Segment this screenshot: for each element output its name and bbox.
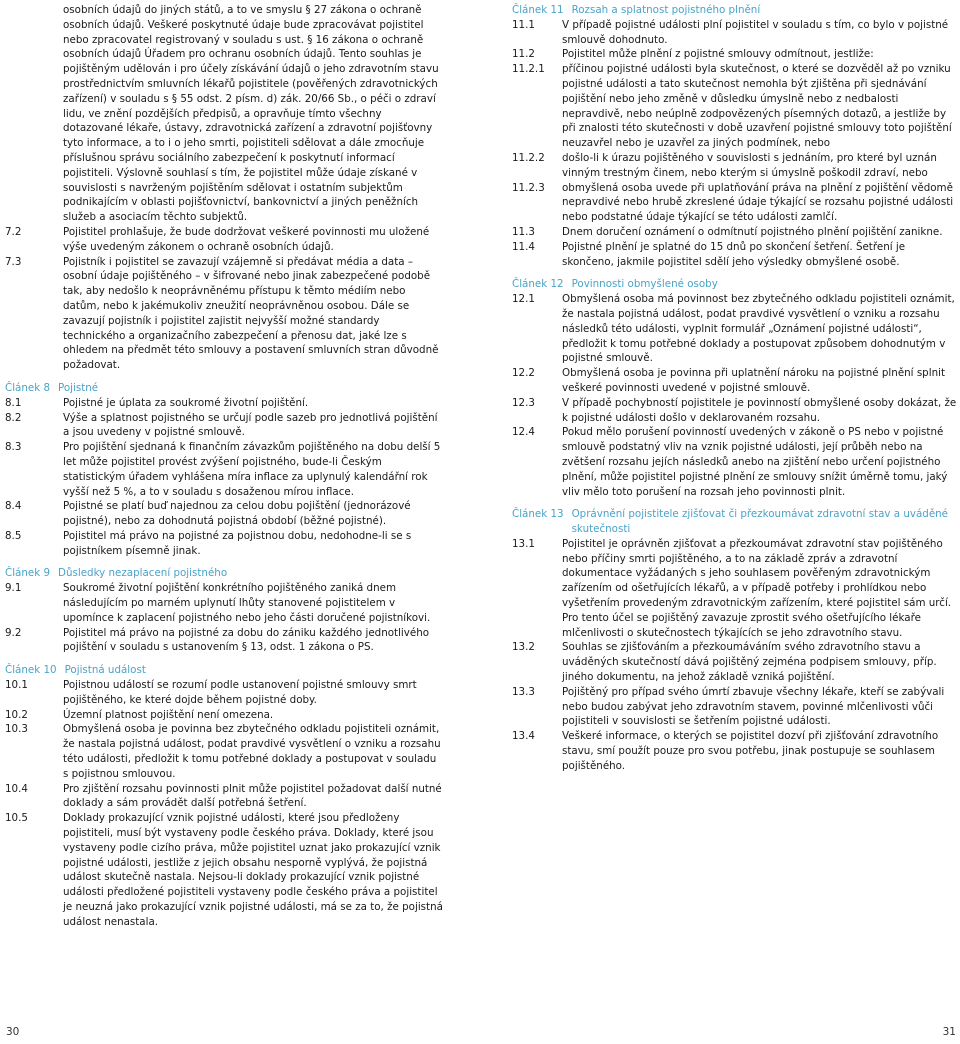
clause-text: Pojistné se platí buď najednou za celou dobu pojištění (jednorázové pojistné), nebo za dohodnutá pojistná období (běžné pojistné).	[63, 500, 411, 528]
clause-text: Výše a splatnost pojistného se určují podle sazeb pro jednotlivá pojištění a jsou uvedeny v pojistné smlouvě.	[63, 411, 438, 439]
clause	[512, 62, 957, 151]
clause-number: 11.2.2	[512, 151, 545, 164]
clause	[5, 411, 443, 441]
article-number: Článek 12	[512, 278, 564, 291]
article-number: Článek 11	[512, 4, 564, 16]
clause	[5, 499, 443, 529]
clause	[5, 678, 443, 708]
clause	[512, 729, 957, 773]
clause	[5, 440, 443, 499]
clause	[512, 640, 957, 684]
clause-text: Pojistné plnění je splatné do 15 dnů po skončení šetření. Šetření je skončeno, jakmile pojistitel sdělí jeho výsledky obmyšlené osobě.	[562, 240, 906, 268]
clause-number: 10.2	[5, 708, 28, 721]
clause-number: 8.4	[5, 500, 22, 513]
article-heading	[5, 381, 443, 396]
clause-text: Pojistnou událostí se rozumí podle ustanovení pojistné smlouvy smrt pojištěného, ke které dojde během pojistné doby.	[63, 679, 417, 706]
clause-number: 11.2	[512, 48, 535, 61]
clause	[512, 292, 957, 366]
clause	[5, 708, 443, 723]
right-page-column	[512, 3, 957, 774]
clause	[5, 396, 443, 411]
article-number: Článek 8	[5, 381, 51, 394]
clause	[512, 240, 957, 270]
clause	[512, 151, 957, 181]
clause-text: Obmyšlená osoba je povinna bez zbytečného odkladu pojistiteli oznámit, že nastala pojistná událost, podat pravdivé vysvětlení o vzniku a rozsahu této události, předložit k tomu potřebné doklady a postupovat v souladu s pojistnou smlouvou.	[63, 723, 441, 780]
clause	[512, 685, 957, 729]
clause-number: 10.1	[5, 679, 28, 692]
continued-paragraph: osobních údajů do jiných států, a to ve smyslu § 27 zákona o ochraně osobních údajů. Veškeré poskytnuté údaje bude zpracovávat pojistitel nebo zpracovatel registrovaný v souladu s ust. § 16 zákona o ochraně osobních údajů Úřadem pro ochranu osobních údajů. Tento souhlas je pojištěným udělován i pro účely získávání údajů o jeho zdravotním stavu prostřednictvím smluvních lékařů pojistitele (pověřených zdravotnických zařízení) v souladu s § 55 odst. 2 písm. d) zák. 20/66 Sb., o péči o zdraví lidu, ve znění pozdějších předpisů, a opravňuje tímto všechny dotazované lékaře, ústavy, zdravotnická zařízení a zdravotní pojišťovny tyto informace, a to i o jeho smrti, pojistiteli sdělovat a dále zmocňuje příslušnou správu sociálního zabezpečení k poskytnutí informací pojistiteli. Výslovně souhlasí s tím, že pojistitel může údaje získané v souvislosti s navrženým pojištěním sdělovat i ostatním subjektům podnikajícím v oblasti pojišťovnictví, bankovnictví a jiných peněžních služeb a asociacím těchto subjektů.	[63, 4, 439, 224]
clause-number: 8.5	[5, 529, 22, 542]
clause-number: 9.2	[5, 626, 22, 639]
clause	[5, 255, 443, 373]
clause	[5, 722, 443, 781]
clause-text: Pojistník i pojistitel se zavazují vzájemně si předávat média a data – osobní údaje pojištěného – v šifrované nebo jinak zabezpečené podobě tak, aby nedošlo k neoprávněnému přístupu k těmto médiím nebo datům, nebo k jakémukoliv zneužití neoprávněnou osobou. Dále se zavazují pojistník i pojistitel zajistit nejvyšší možné standardy technického a organizačního zabezpečení a přenosu dat, jaké lze s ohledem na předmět této smlouvy a postavení smluvních stran důvodně požadovat.	[63, 255, 439, 372]
clause-text: Pojistitel má právo na pojistné za dobu do zániku každého jednotlivého pojištění v souladu s ustanovením § 13, odst. 1 zákona o PS.	[63, 626, 430, 654]
clause-text: Pokud mělo porušení povinností uvedených v zákoně o PS nebo v pojistné smlouvě podstatný vliv na vznik pojistné události, její průběh nebo na zvětšení rozsahu jejích následků anebo na zjištění nebo určení pojistného plnění, může pojistitel pojistné plnění ze smlouvy snížit úměrně tomu, jaký vliv mělo toto porušení na rozsah jeho povinnosti plnit.	[562, 426, 948, 498]
clause	[512, 47, 957, 62]
article-heading	[512, 277, 957, 292]
clause	[512, 181, 957, 225]
clause	[5, 782, 443, 812]
clause-number: 11.3	[512, 225, 535, 238]
clause	[512, 396, 957, 426]
clause-number: 11.2.1	[512, 63, 545, 76]
clause-number: 11.2.3	[512, 181, 545, 194]
article-title: Pojistná událost	[64, 664, 146, 677]
clause	[512, 537, 957, 641]
clause	[512, 225, 957, 240]
clause	[512, 366, 957, 396]
clause-text: Soukromé životní pojištění konkrétního pojištěného zaniká dnem následujícím po marném uplynutí lhůty stanovené pojistitelem v upomínce k zaplacení pojistného nebo jeho části doručené pojistníkovi.	[63, 582, 431, 624]
clause-text: V případě pojistné události plní pojistitel v souladu s tím, co bylo v pojistné smlouvě dohodnuto.	[562, 18, 949, 46]
clause-text: Pojistitel prohlašuje, že bude dodržovat veškeré povinnosti mu uložené výše uvedeným zákonem o ochraně osobních údajů.	[63, 225, 430, 253]
article-number: Článek 10	[5, 664, 57, 677]
clause-number: 10.3	[5, 723, 28, 736]
article-number: Článek 13	[512, 508, 564, 521]
article-heading	[5, 566, 443, 581]
clause	[5, 225, 443, 255]
clause-text: Pro pojištění sjednaná k finančním závazkům pojištěného na dobu delší 5 let může pojistitel provést zvýšení pojistného, bude-li Českým statistickým úřadem vyhlášena míra inflace za uplynulý kalendářní rok vyšší než 5 %, a to v souladu s dosaženou mírou inflace.	[63, 441, 441, 498]
article-title: Oprávnění pojistitele zjišťovat či přezkoumávat zdravotní stav a uváděné skutečnosti	[571, 508, 949, 536]
article-title: Pojistné	[58, 381, 99, 394]
clause-number: 8.1	[5, 396, 22, 409]
clause-number: 12.1	[512, 293, 535, 306]
clause-number: 13.3	[512, 685, 535, 698]
clause	[5, 626, 443, 656]
clause-text: Doklady prokazující vznik pojistné události, které jsou předloženy pojistiteli, musí být vystaveny podle českého práva. Doklady, které jsou vystaveny podle cizího práva, může pojistitel uznat jako prokazující vznik pojistné události, jestliže z jejich obsahu nesporně vyplývá, že pojistná událost skutečně nastala. Nejsou-li doklady prokazující vznik pojistné události předložené pojistiteli vystaveny podle českého práva a pojistitel je neuzná jako prokazující vznik pojistné události, má se za to, že pojistná událost nenastala.	[63, 812, 443, 928]
page-number-right: 31	[942, 1026, 956, 1038]
article-number: Článek 9	[5, 567, 51, 580]
clause-number: 8.3	[5, 441, 22, 454]
clause-text: obmyšlená osoba uvede při uplatňování práva na plnění z pojištění vědomě nepravdivé nebo hrubě zkreslené údaje týkající se rozsahu pojistné události nebo podstatné údaje týkající se této události zamlčí.	[562, 181, 954, 224]
left-page-column	[5, 3, 443, 930]
clause	[5, 811, 443, 929]
clause-text: Veškeré informace, o kterých se pojistitel dozví při zjišťování zdravotního stavu, smí použít pouze pro svou potřebu, jinak postupuje se souhlasem pojištěného.	[562, 730, 939, 772]
clause-number: 11.4	[512, 240, 535, 253]
clause-text: Pojistitel je oprávněn zjišťovat a přezkoumávat zdravotní stav pojištěného nebo příčiny smrti pojištěného, a to na základě zpráv a zdravotní dokumentace vyžádaných s jeho souhlasem pověřeným zdravotnickým zařízením od ošetřujících lékařů, a v případě potřeby i prohlídkou nebo vyšetřením provedeným zdravotnickým zařízením, které pojistitel sám určí. Pro tento účel se pojištěný zavazuje zprostit svého ošetřujícího lékaře mlčenlivosti o skutečnostech týkajících se jeho zdravotního stavu.	[562, 537, 952, 639]
clause-text: Souhlas se zjišťováním a přezkoumáváním svého zdravotního stavu a uváděných skutečností dává pojištěný zejména podpisem smlouvy, příp. jiného dokumentu, na jehož základě vzniká pojištění.	[562, 641, 937, 684]
clause-text: došlo-li k úrazu pojištěného v souvislosti s jednáním, pro které byl uznán vinným trestným činem, nebo kterým si úmyslně poškodil zdraví, nebo	[562, 151, 937, 179]
clause	[5, 581, 443, 625]
clause-text: V případě pochybností pojistitele je povinností obmyšlené osoby dokázat, že k pojistné události došlo v deklarovaném rozsahu.	[562, 396, 957, 424]
clause-text: Pojištěný pro případ svého úmrtí zbavuje všechny lékaře, kteří se zabývali nebo budou zabývat jeho zdravotním stavem, povinné mlčenlivosti vůči pojistiteli v souvislosti se šetřením pojistné události.	[562, 685, 945, 728]
article-title: Povinnosti obmyšlené osoby	[571, 278, 718, 291]
clause-text: Pojistné je úplata za soukromé životní pojištění.	[63, 396, 309, 409]
clause-text: Pojistitel může plnění z pojistné smlouvy odmítnout, jestliže:	[562, 48, 874, 61]
clause-text: Pro zjištění rozsahu povinnosti plnit může pojistitel požadovat další nutné doklady a sám provádět další potřebná šetření.	[63, 782, 442, 810]
clause-number: 12.3	[512, 396, 535, 409]
article-heading	[512, 507, 957, 537]
clause-number: 7.2	[5, 225, 22, 238]
clause-text: Pojistitel má právo na pojistné za pojistnou dobu, nedohodne-li se s pojistníkem písemně jinak.	[63, 529, 412, 557]
clause-text: Dnem doručení oznámení o odmítnutí pojistného plnění pojištění zanikne.	[562, 225, 943, 238]
clause-number: 8.2	[5, 411, 22, 424]
clause	[512, 425, 957, 499]
article-title: Důsledky nezaplacení pojistného	[58, 567, 228, 580]
clause-text: příčinou pojistné události byla skutečnost, o které se dozvěděl až po vzniku pojistné události a tato skutečnost nemohla být zjištěna při sjednávání pojištění nebo jeho změně v důsledku úmyslně nebo z nedbalosti nepravdivě, nebo neúplně zodpovězených písemných dotazů, a jestliže by při znalosti této skutečnosti v době uzavření pojistné smlouvy toto pojištění neuzavřel nebo je uzavřel za jiných podmínek, nebo	[562, 63, 952, 150]
article-title: Rozsah a splatnost pojistného plnění	[571, 4, 761, 16]
clause-text: Obmyšlená osoba je povinna při uplatnění nároku na pojistné plnění splnit veškeré povinnosti uvedené v pojistné smlouvě.	[562, 367, 946, 394]
article-heading	[5, 663, 443, 678]
clause-number: 10.4	[5, 782, 28, 795]
article-heading	[512, 3, 957, 18]
clause-number: 11.1	[512, 18, 535, 31]
clause-number: 13.2	[512, 641, 535, 654]
clause-number: 12.2	[512, 367, 535, 380]
page-number-left: 30	[6, 1026, 20, 1038]
clause	[5, 529, 443, 559]
clause-number: 9.1	[5, 582, 22, 595]
clause-text: Obmyšlená osoba má povinnost bez zbytečného odkladu pojistiteli oznámit, že nastala pojistná událost, podat pravdivé vysvětlení o vzniku a rozsahu následků této události, vyplnit formulář „Oznámení pojistné události“, předložit k tomu potřebné doklady a postupovat způsobem dohodnutým v pojistné smlouvě.	[562, 293, 955, 365]
clause-number: 13.4	[512, 730, 535, 743]
clause-number: 12.4	[512, 426, 535, 439]
clause-number: 13.1	[512, 537, 535, 550]
clause	[512, 18, 957, 48]
clause-number: 7.3	[5, 255, 22, 268]
clause-text: Územní platnost pojištění není omezena.	[63, 708, 274, 721]
clause-number: 10.5	[5, 812, 28, 825]
